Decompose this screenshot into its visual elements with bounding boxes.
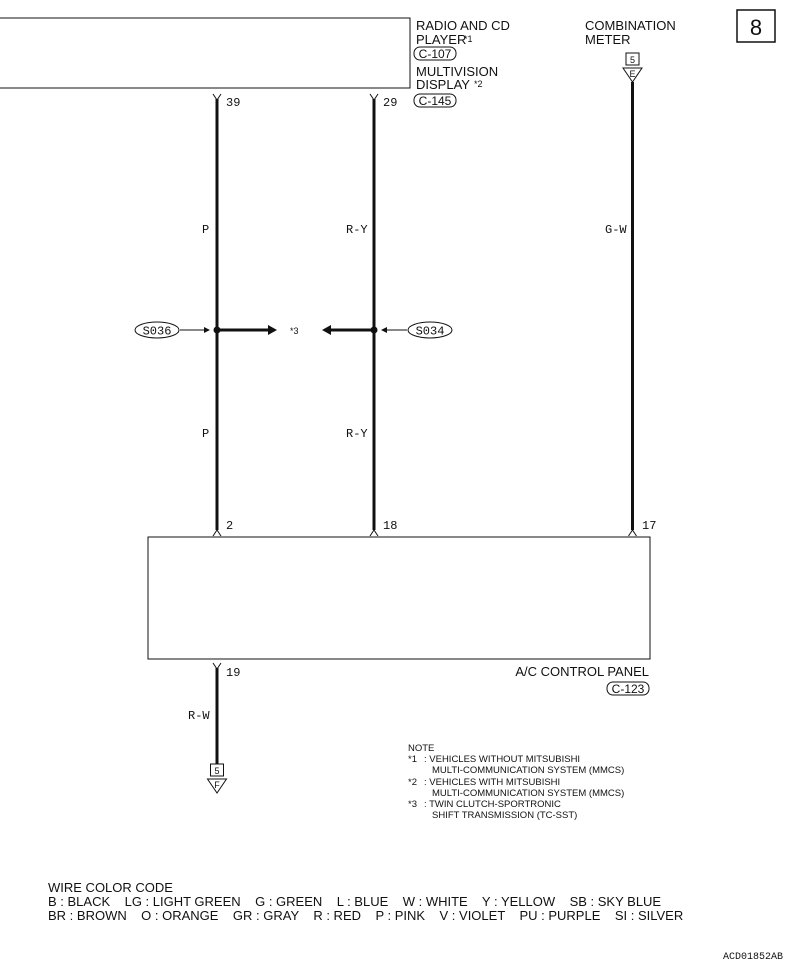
multivision-label-line1: MULTIVISION [416,64,499,79]
radio-mark: *1 [464,34,473,44]
note-3-line1: : TWIN CLUTCH-SPORTRONIC [424,799,561,810]
right-wire-bottom-fork [629,530,637,536]
middle-wire-color-lower: R-Y [346,427,368,441]
note-3-line2: SHIFT TRANSMISSION (TC-SST) [432,810,578,821]
left-wire-color-upper: P [202,223,210,237]
left-wire-color-lower: P [202,427,210,441]
middle-bottom-pin: 18 [383,519,398,533]
left-wire-bottom-fork [213,530,221,536]
wire-color-code-row2: BR : BROWN O : ORANGE GR : GRAY R : RED P : PINK V : VIOLET PU : PURPLE SI : SILVER [48,908,684,923]
wire-color-code-title: WIRE COLOR CODE [48,880,173,895]
meter-label-line2: METER [585,32,631,47]
middle-wire-bottom-fork [370,530,378,536]
multivision-mark: *2 [474,79,483,89]
page-number: 8 [749,15,763,40]
radio-label-line1: RADIO AND CD [416,18,510,33]
multivision-label-line2: DISPLAY [416,77,470,92]
ground-wire-color: R-W [188,709,210,723]
ground-connector-letter: F [214,780,220,790]
doc-code: ACD01852AB [722,952,783,963]
left-splice-dot [214,327,221,334]
branch-mark: *3 [290,326,299,336]
connector-c123: C-123 [611,682,645,696]
connector-c107: C-107 [418,47,452,61]
ground-top-pin: 19 [226,666,241,680]
meter-label-line1: COMBINATION [585,18,676,33]
wire-color-code-row1: B : BLACK LG : LIGHT GREEN G : GREEN L : BLUE W : WHITE Y : YELLOW SB : SKY BLUE [48,894,662,909]
connector-c145: C-145 [418,94,452,108]
left-bottom-pin: 2 [226,519,234,533]
middle-top-pin: 29 [383,96,398,110]
note-3-mark: *3 [408,799,417,810]
note-1-mark: *1 [408,754,417,765]
ground-connector-number: 5 [214,766,220,776]
ac-control-panel-box [148,537,650,659]
right-branch-arrow [322,325,331,335]
middle-wire-color-upper: R-Y [346,223,368,237]
left-branch-arrow [268,325,277,335]
right-bottom-pin: 17 [642,519,657,533]
note-2-mark: *2 [408,777,417,788]
note-1-line1: : VEHICLES WITHOUT MITSUBISHI [424,754,581,765]
note-1-line2: MULTI-COMMUNICATION SYSTEM (MMCS) [432,765,625,776]
meter-connector-number: 5 [629,55,636,65]
right-wire-color: G-W [605,223,627,237]
note-2-line2: MULTI-COMMUNICATION SYSTEM (MMCS) [432,788,625,799]
right-splice-dot [371,327,378,334]
note-2-line1: : VEHICLES WITH MITSUBISHI [424,777,561,788]
meter-connector-letter: E [629,69,636,79]
ac-control-panel-label: A/C CONTROL PANEL [515,664,649,679]
splice-s034: S034 [415,324,445,339]
left-top-pin: 39 [226,96,241,110]
radio-label-line2: PLAYER [416,32,467,47]
top-component-box [0,18,410,88]
note-title: NOTE [408,743,435,754]
splice-s036: S036 [142,324,172,339]
